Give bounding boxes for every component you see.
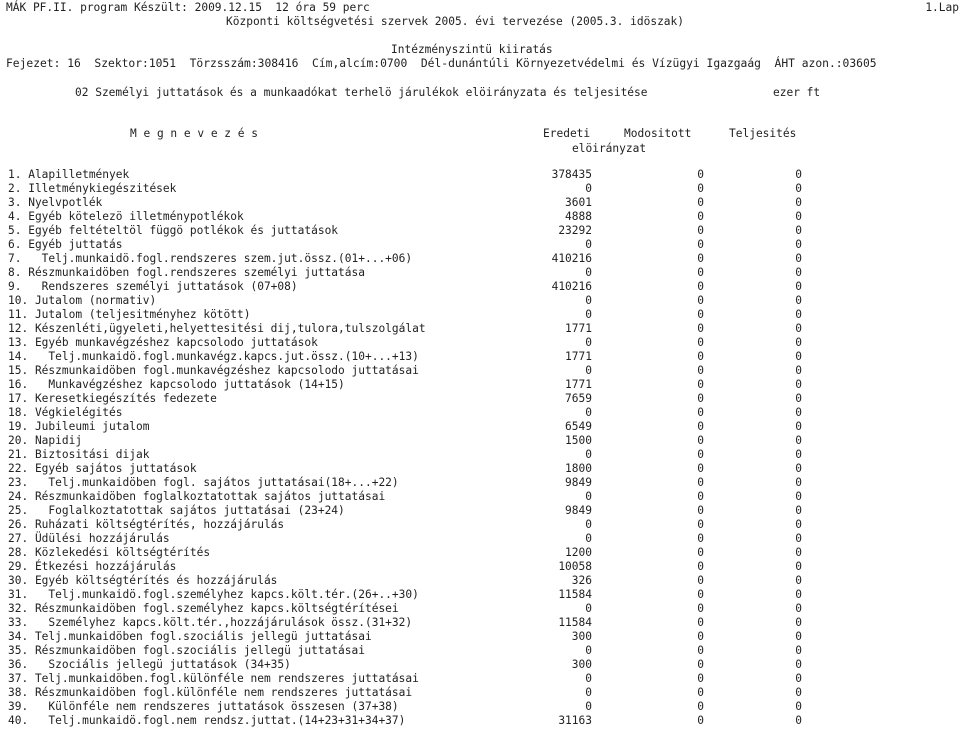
- original-appropriation-value: 0: [585, 686, 592, 699]
- modified-appropriation-value: 0: [697, 532, 704, 545]
- performance-value: 0: [795, 224, 802, 237]
- modified-appropriation-value: 0: [697, 686, 704, 699]
- modified-appropriation-value: 0: [697, 518, 704, 531]
- table-row: [0, 336, 959, 350]
- row-label: 30. Egyéb költségtérítés és hozzájárulás: [8, 574, 278, 587]
- table-row: [0, 406, 959, 420]
- column-header-performance: Teljesités: [729, 127, 797, 140]
- performance-value: 0: [795, 700, 802, 713]
- original-appropriation-value: 300: [571, 630, 592, 643]
- modified-appropriation-value: 0: [697, 322, 704, 335]
- performance-value: 0: [795, 406, 802, 419]
- table-row: [0, 644, 959, 658]
- performance-value: 0: [795, 462, 802, 475]
- modified-appropriation-value: 0: [697, 364, 704, 377]
- modified-appropriation-value: 0: [697, 434, 704, 447]
- row-label: 38. Részmunkaidöben fogl.különféle nem rendszeres juttatásai: [8, 686, 413, 699]
- table-row: [0, 378, 959, 392]
- performance-value: 0: [795, 574, 802, 587]
- table-row: [0, 392, 959, 406]
- table-row: [0, 476, 959, 490]
- performance-value: 0: [795, 448, 802, 461]
- modified-appropriation-value: 0: [697, 336, 704, 349]
- row-label: 27. Üdülési hozzájárulás: [8, 532, 170, 545]
- original-appropriation-value: 10058: [558, 560, 592, 573]
- modified-appropriation-value: 0: [697, 308, 704, 321]
- row-label: 32. Részmunkaidöben fogl.személyhez kapcs.költségtérítései: [8, 602, 399, 615]
- original-appropriation-value: 1200: [565, 546, 592, 559]
- table-row: [0, 266, 959, 280]
- row-label: 37. Telj.munkaidöben.fogl.különféle nem rendszeres juttatásai: [8, 672, 419, 685]
- original-appropriation-value: 410216: [551, 280, 592, 293]
- table-row: [0, 658, 959, 672]
- modified-appropriation-value: 0: [697, 602, 704, 615]
- row-label: 10. Jutalom (normativ): [8, 294, 157, 307]
- performance-value: 0: [795, 266, 802, 279]
- table-row: [0, 462, 959, 476]
- original-appropriation-value: 0: [585, 238, 592, 251]
- table-row: [0, 420, 959, 434]
- unit-label: ezer ft: [773, 86, 821, 99]
- row-label: 26. Ruházati költségtérítés, hozzájárulás: [8, 518, 285, 531]
- modified-appropriation-value: 0: [697, 224, 704, 237]
- table-row: [0, 168, 959, 182]
- modified-appropriation-value: 0: [697, 672, 704, 685]
- row-label: 7. Telj.munkaidö.fogl.rendszeres szem.jut.össz.(01+...+06): [8, 252, 413, 265]
- original-appropriation-value: 0: [585, 406, 592, 419]
- original-appropriation-value: 1771: [565, 378, 592, 391]
- report-title: Intézményszintü kiiratás: [391, 43, 553, 56]
- row-label: 36. Szociális jellegü juttatások (34+35): [8, 658, 291, 671]
- row-label: 12. Készenléti,ügyeleti,helyettesitési dij,tulora,tulszolgálat: [8, 322, 426, 335]
- performance-value: 0: [795, 532, 802, 545]
- page-number: 1.Lap: [925, 1, 959, 14]
- original-appropriation-value: 0: [585, 672, 592, 685]
- modified-appropriation-value: 0: [697, 504, 704, 517]
- row-label: 22. Egyéb sajátos juttatások: [8, 462, 197, 475]
- performance-value: 0: [795, 308, 802, 321]
- row-label: 8. Részmunkaidöben fogl.rendszeres személyi juttatása: [8, 266, 365, 279]
- report-header-left: MÁK PF.II. program Készült: 2009.12.15 12 óra 59 perc: [6, 1, 370, 14]
- original-appropriation-value: 410216: [551, 252, 592, 265]
- original-appropriation-value: 0: [585, 532, 592, 545]
- performance-value: 0: [795, 490, 802, 503]
- table-row: [0, 518, 959, 532]
- table-row: [0, 434, 959, 448]
- table-row: [0, 364, 959, 378]
- row-label: 11. Jutalom (teljesitményhez kötött): [8, 308, 251, 321]
- modified-appropriation-value: 0: [697, 700, 704, 713]
- table-row: [0, 616, 959, 630]
- performance-value: 0: [795, 238, 802, 251]
- table-row: [0, 182, 959, 196]
- modified-appropriation-value: 0: [697, 266, 704, 279]
- row-label: 39. Különféle nem rendszeres juttatások összesen (37+38): [8, 700, 399, 713]
- original-appropriation-value: 23292: [558, 224, 592, 237]
- original-appropriation-value: 0: [585, 602, 592, 615]
- row-label: 40. Telj.munkaidö.fogl.nem rendsz.juttat.(14+23+31+34+37): [8, 714, 406, 727]
- row-label: 33. Személyhez kapcs.költ.tér.,hozzájárulások össz.(31+32): [8, 616, 413, 629]
- table-row: [0, 252, 959, 266]
- row-label: 2. Illetménykiegészitések: [8, 182, 177, 195]
- table-row: [0, 602, 959, 616]
- performance-value: 0: [795, 714, 802, 727]
- row-label: 34. Telj.munkaidöben fogl.szociális jellegü juttatásai: [8, 630, 372, 643]
- table-row: [0, 560, 959, 574]
- row-label: 13. Egyéb munkavégzéshez kapcsolodo juttatások: [8, 336, 318, 349]
- modified-appropriation-value: 0: [697, 476, 704, 489]
- performance-value: 0: [795, 672, 802, 685]
- original-appropriation-value: 0: [585, 266, 592, 279]
- row-label: 1. Alapilletmények: [8, 168, 130, 181]
- table-row: [0, 672, 959, 686]
- modified-appropriation-value: 0: [697, 462, 704, 475]
- modified-appropriation-value: 0: [697, 616, 704, 629]
- performance-value: 0: [795, 350, 802, 363]
- report-subtitle: Központi költségvetési szervek 2005. évi tervezése (2005.3. idöszak): [226, 15, 685, 28]
- modified-appropriation-value: 0: [697, 252, 704, 265]
- modified-appropriation-value: 0: [697, 392, 704, 405]
- original-appropriation-value: 0: [585, 700, 592, 713]
- performance-value: 0: [795, 616, 802, 629]
- original-appropriation-value: 0: [585, 308, 592, 321]
- table-row: [0, 574, 959, 588]
- original-appropriation-value: 0: [585, 644, 592, 657]
- performance-value: 0: [795, 392, 802, 405]
- column-header-modified: Modositott: [624, 127, 692, 140]
- performance-value: 0: [795, 364, 802, 377]
- original-appropriation-value: 0: [585, 490, 592, 503]
- modified-appropriation-value: 0: [697, 210, 704, 223]
- performance-value: 0: [795, 182, 802, 195]
- modified-appropriation-value: 0: [697, 238, 704, 251]
- row-label: 31. Telj.munkaidö.fogl.személyhez kapcs.költ.tér.(26+..+30): [8, 588, 419, 601]
- table-row: [0, 686, 959, 700]
- original-appropriation-value: 9849: [565, 504, 592, 517]
- original-appropriation-value: 0: [585, 336, 592, 349]
- row-label: 15. Részmunkaidöben fogl.munkavégzéshez kapcsolodo juttatásai: [8, 364, 419, 377]
- performance-value: 0: [795, 252, 802, 265]
- original-appropriation-value: 300: [571, 658, 592, 671]
- table-row: [0, 294, 959, 308]
- modified-appropriation-value: 0: [697, 294, 704, 307]
- original-appropriation-value: 1771: [565, 350, 592, 363]
- row-label: 18. Végkielégités: [8, 406, 123, 419]
- original-appropriation-value: 1800: [565, 462, 592, 475]
- modified-appropriation-value: 0: [697, 448, 704, 461]
- table-row: [0, 714, 959, 728]
- performance-value: 0: [795, 378, 802, 391]
- performance-value: 0: [795, 280, 802, 293]
- modified-appropriation-value: 0: [697, 560, 704, 573]
- row-label: 21. Biztositási dijak: [8, 448, 150, 461]
- table-row: [0, 448, 959, 462]
- table-row: [0, 322, 959, 336]
- modified-appropriation-value: 0: [697, 182, 704, 195]
- performance-value: 0: [795, 588, 802, 601]
- performance-value: 0: [795, 630, 802, 643]
- row-label: 35. Részmunkaidöben fogl.szociális jellegü juttatásai: [8, 644, 365, 657]
- row-label: 5. Egyéb feltételtöl függö potlékok és juttatások: [8, 224, 339, 237]
- original-appropriation-value: 0: [585, 364, 592, 377]
- row-label: 19. Jubileumi jutalom: [8, 420, 150, 433]
- table-row: [0, 308, 959, 322]
- row-label: 16. Munkavégzéshez kapcsolodo juttatások (14+15): [8, 378, 345, 391]
- performance-value: 0: [795, 434, 802, 447]
- original-appropriation-value: 0: [585, 518, 592, 531]
- original-appropriation-value: 6549: [565, 420, 592, 433]
- original-appropriation-value: 378435: [551, 168, 592, 181]
- original-appropriation-value: 7659: [565, 392, 592, 405]
- modified-appropriation-value: 0: [697, 546, 704, 559]
- original-appropriation-value: 3601: [565, 196, 592, 209]
- performance-value: 0: [795, 546, 802, 559]
- row-label: 17. Keresetkiegészítés fedezete: [8, 392, 217, 405]
- modified-appropriation-value: 0: [697, 420, 704, 433]
- table-row: [0, 238, 959, 252]
- performance-value: 0: [795, 560, 802, 573]
- modified-appropriation-value: 0: [697, 378, 704, 391]
- performance-value: 0: [795, 294, 802, 307]
- performance-value: 0: [795, 420, 802, 433]
- table-row: [0, 210, 959, 224]
- original-appropriation-value: 0: [585, 448, 592, 461]
- modified-appropriation-value: 0: [697, 196, 704, 209]
- original-appropriation-value: 0: [585, 182, 592, 195]
- modified-appropriation-value: 0: [697, 574, 704, 587]
- table-row: [0, 630, 959, 644]
- table-row: [0, 588, 959, 602]
- row-label: 23. Telj.munkaidöben fogl. sajátos juttatásai(18+...+22): [8, 476, 399, 489]
- row-label: 14. Telj.munkaidö.fogl.munkavégz.kapcs.jut.össz.(10+...+13): [8, 350, 419, 363]
- performance-value: 0: [795, 644, 802, 657]
- table-row: [0, 224, 959, 238]
- performance-value: 0: [795, 476, 802, 489]
- modified-appropriation-value: 0: [697, 714, 704, 727]
- modified-appropriation-value: 0: [697, 644, 704, 657]
- row-label: 6. Egyéb juttatás: [8, 238, 123, 251]
- modified-appropriation-value: 0: [697, 588, 704, 601]
- original-appropriation-value: 326: [571, 574, 592, 587]
- modified-appropriation-value: 0: [697, 280, 704, 293]
- column-header-appropriation: elöirányzat: [572, 142, 647, 155]
- performance-value: 0: [795, 196, 802, 209]
- performance-value: 0: [795, 602, 802, 615]
- modified-appropriation-value: 0: [697, 168, 704, 181]
- performance-value: 0: [795, 322, 802, 335]
- modified-appropriation-value: 0: [697, 658, 704, 671]
- column-header-name: M e g n e v e z é s: [130, 127, 258, 140]
- section-title: 02 Személyi juttatások és a munkaadókat terhelö járulékok elöirányzata és teljesitése: [75, 86, 648, 99]
- table-row: [0, 700, 959, 714]
- table-row: [0, 350, 959, 364]
- table-row: [0, 504, 959, 518]
- performance-value: 0: [795, 210, 802, 223]
- original-appropriation-value: 11584: [558, 588, 592, 601]
- original-appropriation-value: 4888: [565, 210, 592, 223]
- performance-value: 0: [795, 686, 802, 699]
- modified-appropriation-value: 0: [697, 630, 704, 643]
- row-label: 24. Részmunkaidöben foglalkoztatottak sajátos juttatásai: [8, 490, 386, 503]
- modified-appropriation-value: 0: [697, 490, 704, 503]
- table-row: [0, 490, 959, 504]
- row-label: 3. Nyelvpotlék: [8, 196, 103, 209]
- table-row: [0, 532, 959, 546]
- column-header-original: Eredeti: [543, 127, 591, 140]
- row-label: 28. Közlekedési költségtérítés: [8, 546, 211, 559]
- original-appropriation-value: 31163: [558, 714, 592, 727]
- table-row: [0, 280, 959, 294]
- modified-appropriation-value: 0: [697, 406, 704, 419]
- original-appropriation-value: 11584: [558, 616, 592, 629]
- row-label: 9. Rendszeres személyi juttatások (07+08): [8, 280, 298, 293]
- original-appropriation-value: 0: [585, 294, 592, 307]
- row-label: 25. Foglalkoztatottak sajátos juttatásai (23+24): [8, 504, 345, 517]
- modified-appropriation-value: 0: [697, 350, 704, 363]
- row-label: 20. Napidij: [8, 434, 83, 447]
- original-appropriation-value: 1771: [565, 322, 592, 335]
- table-row: [0, 546, 959, 560]
- performance-value: 0: [795, 504, 802, 517]
- row-label: 29. Étkezési hozzájárulás: [8, 560, 177, 573]
- original-appropriation-value: 1500: [565, 434, 592, 447]
- performance-value: 0: [795, 168, 802, 181]
- row-label: 4. Egyéb kötelezö illetménypotlékok: [8, 210, 244, 223]
- original-appropriation-value: 9849: [565, 476, 592, 489]
- institution-line: Fejezet: 16 Szektor:1051 Törzsszám:308416 Cím,alcím:0700 Dél-dunántúli Környezetvédelmi és Vízügyi Igazgaág ÁHT azon.:03605: [6, 57, 877, 70]
- table-row: [0, 196, 959, 210]
- performance-value: 0: [795, 518, 802, 531]
- performance-value: 0: [795, 336, 802, 349]
- performance-value: 0: [795, 658, 802, 671]
